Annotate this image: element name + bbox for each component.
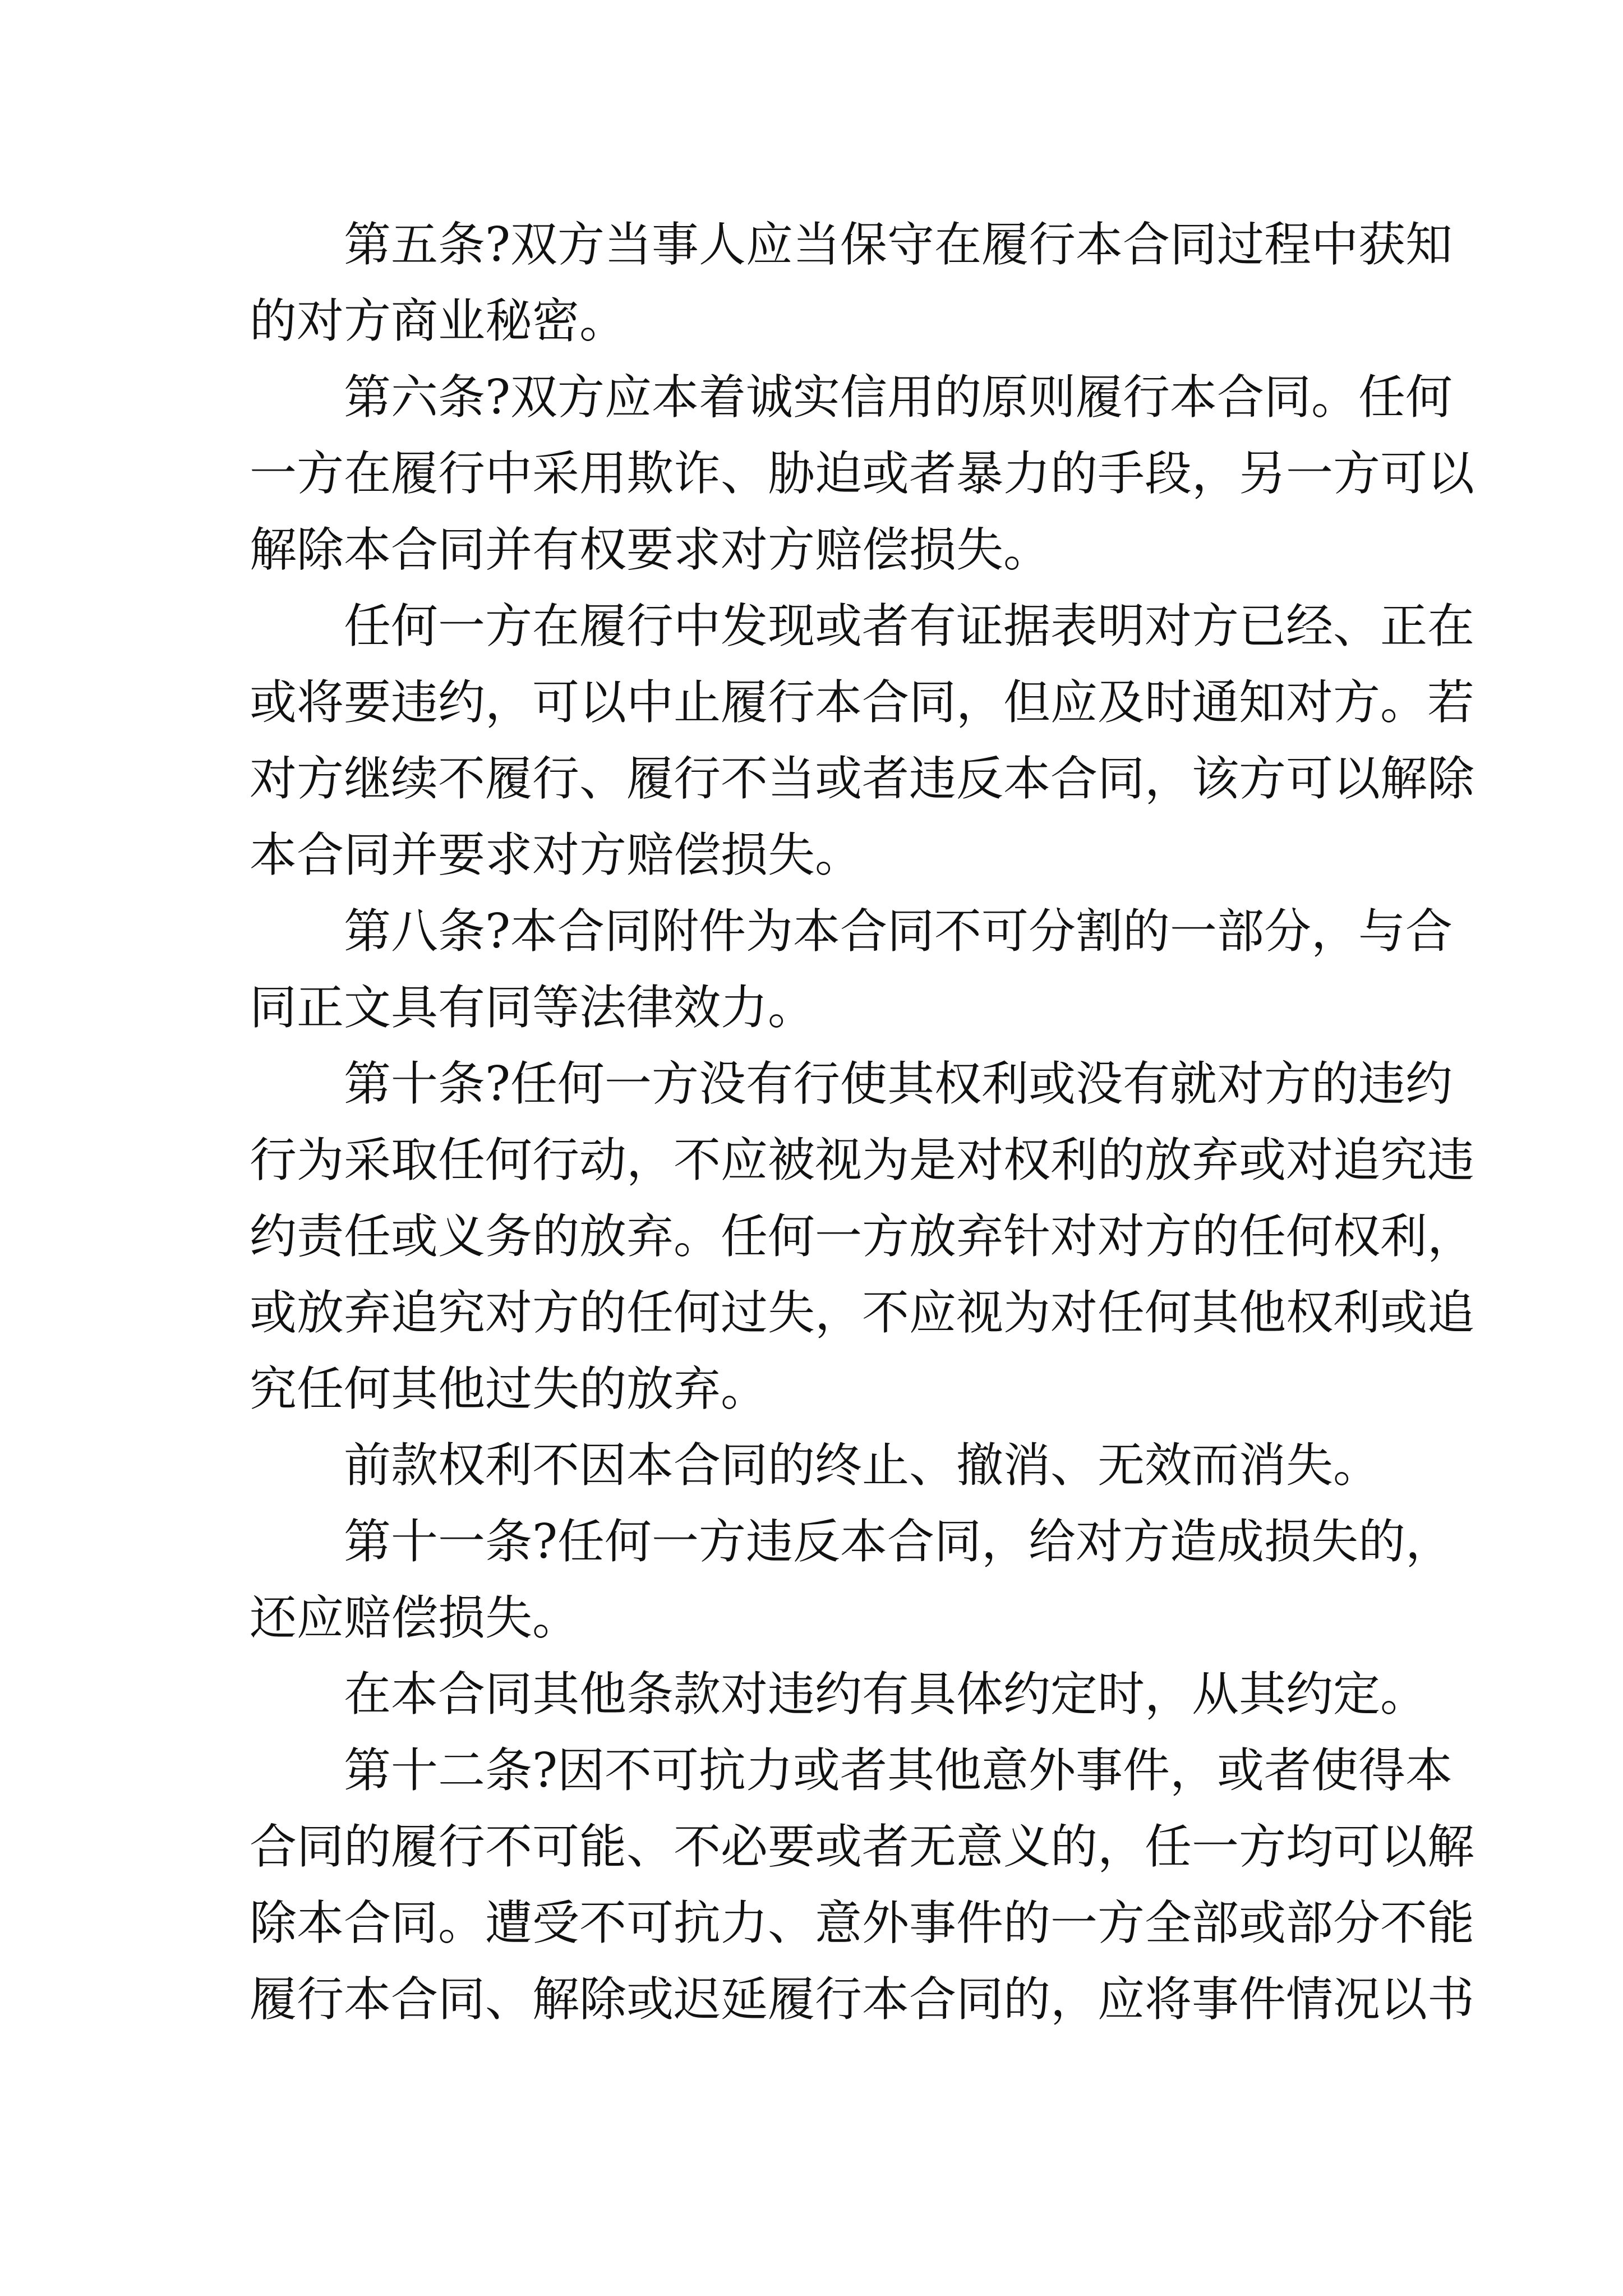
paragraph-article-10 xyxy=(250,1046,1475,1427)
text-line: 第六条?双方应本着诚实信用的原则履行本合同。任何 xyxy=(344,370,1453,425)
paragraph-article-11 xyxy=(250,1503,1453,1656)
text-line: 或将要违约，可以中止履行本合同，但应及时通知对方。若 xyxy=(250,675,1475,730)
text-line: 第十二条?因不可抗力或者其他意外事件，或者使得本 xyxy=(344,1743,1453,1798)
text-line: 第十条?任何一方没有行使其权利或没有就对方的违约 xyxy=(344,1056,1453,1111)
paragraph-article-6 xyxy=(250,359,1475,588)
text-line: 合同的履行不可能、不必要或者无意义的，任一方均可以解 xyxy=(250,1819,1475,1874)
paragraph-article-8 xyxy=(250,893,1453,1046)
text-line: 对方继续不履行、履行不当或者违反本合同，该方可以解除 xyxy=(250,751,1475,806)
paragraph-article-12 xyxy=(250,1732,1475,2037)
text-line: 除本合同。遭受不可抗力、意外事件的一方全部或部分不能 xyxy=(250,1895,1475,1950)
text-line: 究任何其他过失的放弃。 xyxy=(250,1361,768,1416)
text-line: 本合同并要求对方赔偿损失。 xyxy=(250,827,863,882)
text-line: 的对方商业秘密。 xyxy=(250,293,627,348)
paragraph-suspension xyxy=(250,588,1475,893)
text-line: 第十一条?任何一方违反本合同，给对方造成损失的， xyxy=(344,1514,1453,1569)
document-body xyxy=(250,206,1475,2037)
text-line: 还应赔偿损失。 xyxy=(250,1590,580,1645)
paragraph-rights-survival xyxy=(250,1427,1388,1503)
text-line: 履行本合同、解除或迟延履行本合同的，应将事件情况以书 xyxy=(250,1972,1475,2027)
paragraph-article-5 xyxy=(250,206,1453,359)
text-line: 前款权利不因本合同的终止、撤消、无效而消失。 xyxy=(344,1438,1381,1493)
text-line: 行为采取任何行动，不应被视为是对权利的放弃或对追究违 xyxy=(250,1133,1475,1188)
text-line: 同正文具有同等法律效力。 xyxy=(250,980,815,1035)
text-line: 一方在履行中采用欺诈、胁迫或者暴力的手段，另一方可以 xyxy=(250,446,1475,501)
text-line: 任何一方在履行中发现或者有证据表明对方已经、正在 xyxy=(344,599,1475,654)
text-line: 第五条?双方当事人应当保守在履行本合同过程中获知 xyxy=(344,217,1453,272)
paragraph-specific-agreement xyxy=(250,1656,1428,1732)
text-line: 解除本合同并有权要求对方赔偿损失。 xyxy=(250,522,1051,577)
text-line: 第八条?本合同附件为本合同不可分割的一部分，与合 xyxy=(344,904,1453,959)
text-line: 或放弃追究对方的任何过失，不应视为对任何其他权利或追 xyxy=(250,1285,1475,1340)
text-line: 约责任或义务的放弃。任何一方放弃针对对方的任何权利， xyxy=(250,1209,1475,1264)
text-line: 在本合同其他条款对违约有具体约定时，从其约定。 xyxy=(344,1667,1428,1722)
